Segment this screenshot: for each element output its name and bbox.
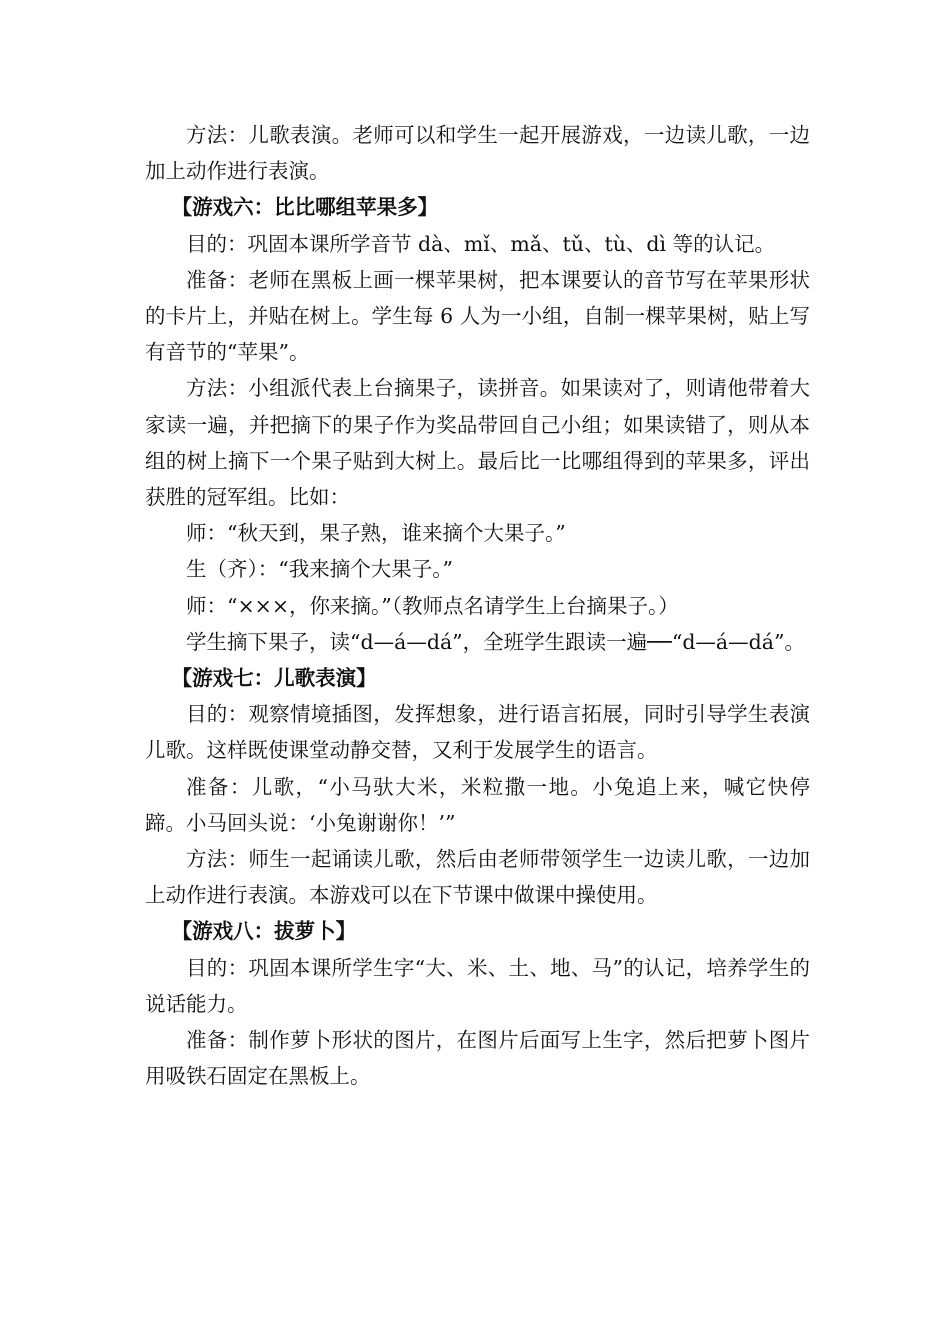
paragraph-game-seven-preparation: 准备：儿歌，“小马驮大米，米粒撒一地。小兔追上来，喊它快停蹄。小马回头说：‘小兔谢谢你！’”	[145, 774, 810, 835]
heading-game-six: 【游戏六：比比哪组苹果多】	[171, 195, 439, 220]
paragraph-game-seven-purpose: 目的：观察情境插图，发挥想象，进行语言拓展，同时引导学生表演儿歌。这样既使课堂动静交替，又利于发展学生的语言。	[145, 702, 810, 763]
paragraph-student-reading: 学生摘下果子，读“d—á—dá”，全班学生跟读一遍──“d—á—dá”。	[186, 629, 805, 654]
paragraph-game-six-purpose: 目的：巩固本课所学音节 dà、mǐ、mǎ、tǔ、tù、dì 等的认记。	[186, 231, 776, 256]
paragraph-method-rhyme: 方法：儿歌表演。老师可以和学生一起开展游戏，一边读儿歌，一边加上动作进行表演。	[145, 123, 810, 184]
paragraph-game-eight-preparation: 准备：制作萝卜形状的图片，在图片后面写上生字，然后把萝卜图片用吸铁石固定在黑板上。	[145, 1028, 810, 1089]
document-body	[145, 117, 810, 1094]
heading-game-seven: 【游戏七：儿歌表演】	[171, 666, 377, 691]
paragraph-dialogue-students: 生（齐）：“我来摘个大果子。”	[186, 557, 453, 582]
heading-game-eight: 【游戏八：拔萝卜】	[171, 919, 357, 944]
paragraph-game-six-preparation: 准备：老师在黑板上画一棵苹果树，把本课要认的音节写在苹果形状的卡片上，并贴在树上。学生每 6 人为一小组，自制一棵苹果树，贴上写有音节的“苹果”。	[145, 267, 810, 365]
paragraph-dialogue-teacher-2: 师：“×××，你来摘。”（教师点名请学生上台摘果子。）	[186, 593, 679, 618]
paragraph-game-eight-purpose: 目的：巩固本课所学生字“大、米、土、地、马”的认记，培养学生的说话能力。	[145, 955, 810, 1016]
paragraph-dialogue-teacher-1: 师：“秋天到，果子熟，谁来摘个大果子。”	[186, 521, 566, 546]
paragraph-game-six-method: 方法：小组派代表上台摘果子，读拼音。如果读对了，则请他带着大家读一遍，并把摘下的果子作为奖品带回自己小组；如果读错了，则从本组的树上摘下一个果子贴到大树上。最后比一比哪组得到的苹果多，评出获胜的冠军组。比如：	[145, 376, 810, 510]
paragraph-game-seven-method: 方法：师生一起诵读儿歌，然后由老师带领学生一边读儿歌，一边加上动作进行表演。本游戏可以在下节课中做课中操使用。	[145, 847, 810, 908]
